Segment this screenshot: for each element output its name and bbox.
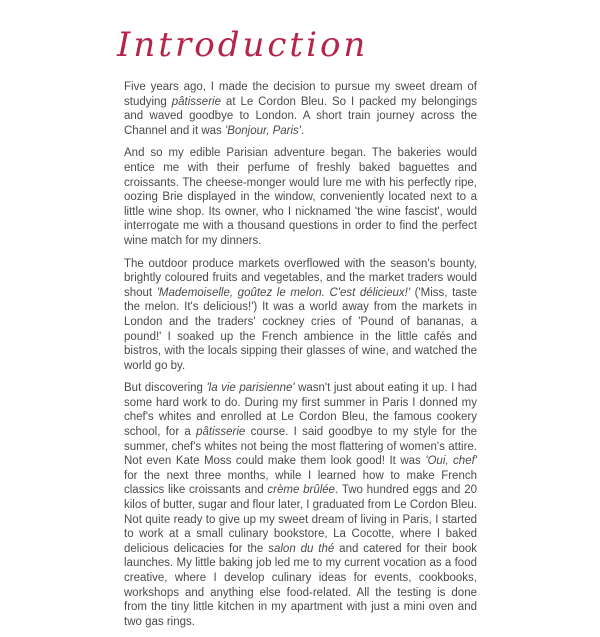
text-run: The outdoor produce markets overflowed with the season's bounty, brightly coloured fruits and vegetables, and the market traders would shout bbox=[124, 257, 477, 299]
text-run: at Le Cordon Bleu. So I packed my belongings and waved goodbye to London. A short train journey across the Channel and it was bbox=[124, 95, 477, 137]
page-title: Introduction bbox=[117, 25, 369, 65]
text-run: But discovering bbox=[124, 382, 207, 395]
text-run: wasn't just about eating it up. I had some hard work to do. During my first summer in Paris I donned my chef's whites and enrolled at Le Cordon Bleu, the famous cookery school, for a bbox=[124, 382, 477, 439]
paragraph bbox=[124, 146, 477, 248]
body-text bbox=[124, 80, 477, 637]
text-run: Five years ago, I made the decision to pursue my sweet dream of studying bbox=[124, 81, 477, 108]
italic-phrase: pâtisserie bbox=[171, 95, 221, 108]
text-run: . Two hundred eggs and 20 kilos of butter, sugar and flour later, I graduated from Le Cordon Bleu. Not quite ready to give up my sweet dream of living in Paris, I started to work at a small culinary bookstore, La Cocotte, where I baked delicious delicacies for the bbox=[124, 484, 477, 555]
italic-phrase: 'la vie parisienne' bbox=[206, 382, 295, 395]
paragraph bbox=[124, 80, 477, 138]
italic-phrase: pâtisserie bbox=[196, 426, 246, 439]
italic-phrase: 'Bonjour, Paris' bbox=[225, 124, 302, 137]
text-run: . bbox=[301, 124, 305, 137]
text-run: ('Miss, taste the melon. It's delicious!') It was a world away from the markets in London and the traders' cockney cries of 'Pound of bananas, a pound!' I soaked up the French ambience in the little cafés and bistros, with the locals sipping their glasses of wine, and watched the world go by. bbox=[124, 286, 478, 372]
text-run: And so my edible Parisian adventure began. The bakeries would entice me with their perfume of freshly baked baguettes and croissants. The cheese-monger would lure me with his perfectly ripe, oozing Brie displayed in the window, conveniently located next to a little wine shop. Its owner, who I nicknamed 'the wine fascist', would interrogate me with a thousand questions in order to find the perfect wine match for my dinners. bbox=[124, 147, 477, 247]
italic-phrase: 'Oui, chef' bbox=[425, 455, 477, 468]
italic-phrase: crème brûlée bbox=[267, 484, 336, 497]
paragraph bbox=[124, 257, 477, 374]
text-run: course. I said goodbye to my style for the summer, chef's whites not being the most flattering of women's attire. Not even Kate Moss could make them look good! It was bbox=[124, 426, 477, 468]
text-run: for the next three months, while I learned how to make French classics like croissants and bbox=[124, 469, 477, 497]
italic-phrase: salon du thé bbox=[268, 542, 335, 555]
paragraph bbox=[124, 381, 477, 629]
text-run: and catered for their book launches. My little baking job led me to my current vocation as a food creative, where I develop culinary ideas for events, cookbooks, workshops and anything else food-related. All the testing is done from the tiny little kitchen in my apartment with just a mini oven and two gas rings. bbox=[124, 542, 478, 628]
italic-phrase: 'Mademoiselle, goûtez le melon. C'est délicieux!' bbox=[156, 286, 411, 299]
